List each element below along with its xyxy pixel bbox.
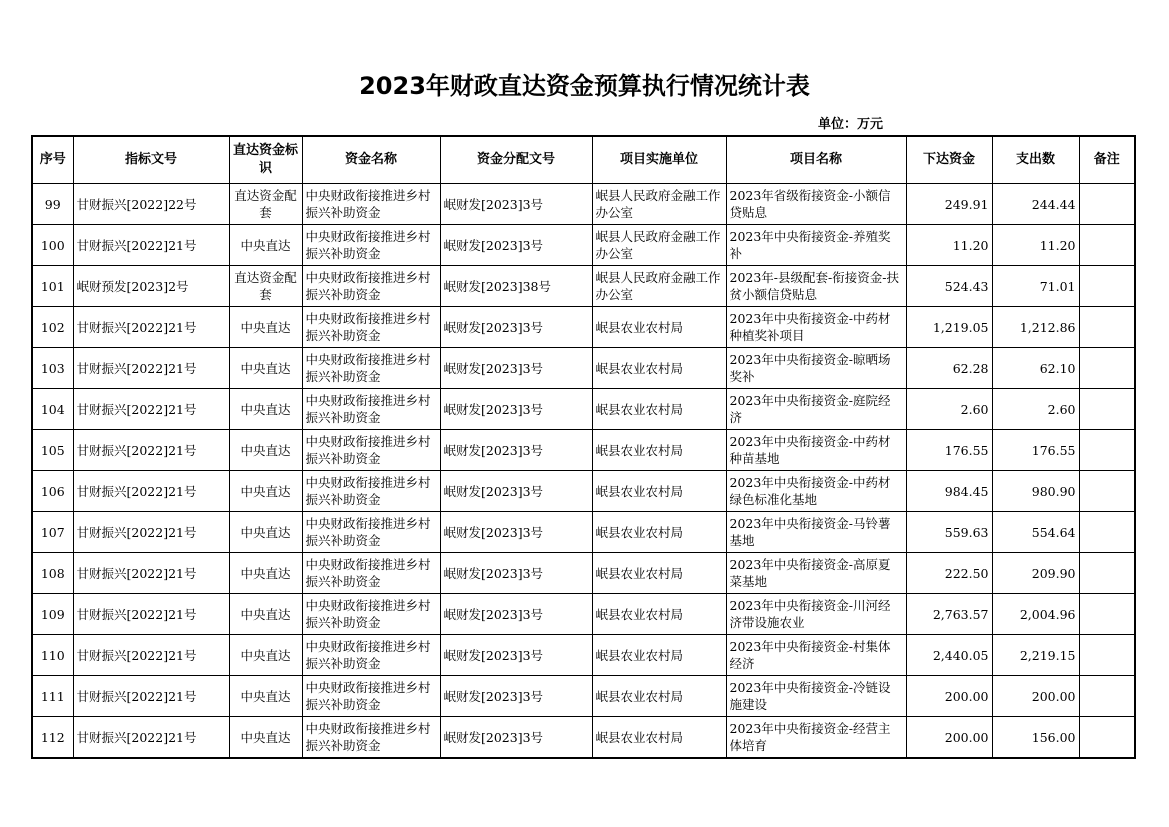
table-row <box>32 184 1135 225</box>
cell-issued: 200.00 <box>906 717 992 759</box>
cell-seq: 109 <box>32 594 73 635</box>
table-row <box>32 225 1135 266</box>
cell-project: 2023年中央衔接资金-村集体经济 <box>726 635 906 676</box>
cell-alloc: 岷财发[2023]3号 <box>440 635 592 676</box>
cell-spent: 2.60 <box>992 389 1079 430</box>
cell-note <box>1079 635 1135 676</box>
cell-tag: 中央直达 <box>229 471 302 512</box>
header-spent: 支出数 <box>992 136 1079 184</box>
header-unit: 项目实施单位 <box>592 136 726 184</box>
header-issued: 下达资金 <box>906 136 992 184</box>
cell-fund: 中央财政衔接推进乡村振兴补助资金 <box>302 389 440 430</box>
header-fund: 资金名称 <box>302 136 440 184</box>
cell-note <box>1079 184 1135 225</box>
cell-seq: 112 <box>32 717 73 759</box>
table-row <box>32 430 1135 471</box>
header-tag: 直达资金标识 <box>229 136 302 184</box>
cell-tag: 中央直达 <box>229 512 302 553</box>
cell-doc: 甘财振兴[2022]21号 <box>73 348 229 389</box>
cell-fund: 中央财政衔接推进乡村振兴补助资金 <box>302 430 440 471</box>
cell-seq: 107 <box>32 512 73 553</box>
cell-seq: 99 <box>32 184 73 225</box>
table-row <box>32 553 1135 594</box>
cell-issued: 1,219.05 <box>906 307 992 348</box>
cell-spent: 176.55 <box>992 430 1079 471</box>
cell-tag: 直达资金配套 <box>229 184 302 225</box>
cell-unit: 岷县农业农村局 <box>592 389 726 430</box>
cell-unit: 岷县农业农村局 <box>592 594 726 635</box>
table-row <box>32 389 1135 430</box>
cell-project: 2023年-县级配套-衔接资金-扶贫小额信贷贴息 <box>726 266 906 307</box>
cell-alloc: 岷财发[2023]3号 <box>440 676 592 717</box>
cell-project: 2023年中央衔接资金-中药材种苗基地 <box>726 430 906 471</box>
cell-tag: 中央直达 <box>229 348 302 389</box>
cell-doc: 甘财振兴[2022]21号 <box>73 307 229 348</box>
budget-table <box>31 135 1136 759</box>
table-row <box>32 676 1135 717</box>
cell-doc: 甘财振兴[2022]21号 <box>73 430 229 471</box>
cell-doc: 甘财振兴[2022]21号 <box>73 635 229 676</box>
cell-note <box>1079 676 1135 717</box>
cell-project: 2023年中央衔接资金-庭院经济 <box>726 389 906 430</box>
cell-issued: 524.43 <box>906 266 992 307</box>
cell-issued: 2,440.05 <box>906 635 992 676</box>
cell-issued: 984.45 <box>906 471 992 512</box>
cell-seq: 105 <box>32 430 73 471</box>
cell-project: 2023年中央衔接资金-高原夏菜基地 <box>726 553 906 594</box>
table-row <box>32 717 1135 759</box>
cell-spent: 1,212.86 <box>992 307 1079 348</box>
cell-alloc: 岷财发[2023]3号 <box>440 553 592 594</box>
cell-unit: 岷县农业农村局 <box>592 553 726 594</box>
header-alloc: 资金分配文号 <box>440 136 592 184</box>
cell-unit: 岷县农业农村局 <box>592 512 726 553</box>
cell-alloc: 岷财发[2023]3号 <box>440 512 592 553</box>
cell-alloc: 岷财发[2023]3号 <box>440 225 592 266</box>
cell-project: 2023年中央衔接资金-经营主体培育 <box>726 717 906 759</box>
cell-alloc: 岷财发[2023]3号 <box>440 430 592 471</box>
cell-note <box>1079 266 1135 307</box>
cell-project: 2023年中央衔接资金-冷链设施建设 <box>726 676 906 717</box>
header-row <box>32 136 1135 184</box>
cell-issued: 2,763.57 <box>906 594 992 635</box>
cell-spent: 11.20 <box>992 225 1079 266</box>
cell-spent: 200.00 <box>992 676 1079 717</box>
cell-doc: 甘财振兴[2022]21号 <box>73 225 229 266</box>
cell-alloc: 岷财发[2023]3号 <box>440 389 592 430</box>
cell-note <box>1079 594 1135 635</box>
cell-issued: 11.20 <box>906 225 992 266</box>
cell-issued: 200.00 <box>906 676 992 717</box>
cell-fund: 中央财政衔接推进乡村振兴补助资金 <box>302 512 440 553</box>
cell-fund: 中央财政衔接推进乡村振兴补助资金 <box>302 225 440 266</box>
cell-tag: 中央直达 <box>229 225 302 266</box>
cell-seq: 101 <box>32 266 73 307</box>
cell-alloc: 岷财发[2023]38号 <box>440 266 592 307</box>
cell-project: 2023年中央衔接资金-晾晒场奖补 <box>726 348 906 389</box>
cell-spent: 2,219.15 <box>992 635 1079 676</box>
cell-seq: 102 <box>32 307 73 348</box>
cell-alloc: 岷财发[2023]3号 <box>440 348 592 389</box>
cell-spent: 554.64 <box>992 512 1079 553</box>
cell-alloc: 岷财发[2023]3号 <box>440 471 592 512</box>
page-title: 2023年财政直达资金预算执行情况统计表 <box>359 72 810 100</box>
header-seq: 序号 <box>32 136 73 184</box>
cell-note <box>1079 553 1135 594</box>
cell-tag: 中央直达 <box>229 717 302 759</box>
cell-note <box>1079 471 1135 512</box>
cell-seq: 111 <box>32 676 73 717</box>
cell-project: 2023年中央衔接资金-马铃薯基地 <box>726 512 906 553</box>
cell-unit: 岷县人民政府金融工作办公室 <box>592 266 726 307</box>
cell-note <box>1079 430 1135 471</box>
table-row <box>32 266 1135 307</box>
cell-fund: 中央财政衔接推进乡村振兴补助资金 <box>302 553 440 594</box>
cell-unit: 岷县农业农村局 <box>592 307 726 348</box>
cell-seq: 100 <box>32 225 73 266</box>
cell-spent: 156.00 <box>992 717 1079 759</box>
cell-doc: 甘财振兴[2022]21号 <box>73 717 229 759</box>
cell-project: 2023年省级衔接资金-小额信贷贴息 <box>726 184 906 225</box>
cell-fund: 中央财政衔接推进乡村振兴补助资金 <box>302 348 440 389</box>
cell-doc: 甘财振兴[2022]21号 <box>73 553 229 594</box>
cell-project: 2023年中央衔接资金-养殖奖补 <box>726 225 906 266</box>
cell-seq: 104 <box>32 389 73 430</box>
cell-note <box>1079 717 1135 759</box>
cell-alloc: 岷财发[2023]3号 <box>440 307 592 348</box>
table-body <box>32 184 1135 759</box>
cell-unit: 岷县农业农村局 <box>592 348 726 389</box>
cell-tag: 中央直达 <box>229 307 302 348</box>
cell-fund: 中央财政衔接推进乡村振兴补助资金 <box>302 266 440 307</box>
cell-alloc: 岷财发[2023]3号 <box>440 717 592 759</box>
cell-tag: 中央直达 <box>229 594 302 635</box>
cell-fund: 中央财政衔接推进乡村振兴补助资金 <box>302 635 440 676</box>
cell-spent: 980.90 <box>992 471 1079 512</box>
cell-project: 2023年中央衔接资金-中药材种植奖补项目 <box>726 307 906 348</box>
table-row <box>32 307 1135 348</box>
table-row <box>32 348 1135 389</box>
cell-fund: 中央财政衔接推进乡村振兴补助资金 <box>302 184 440 225</box>
cell-spent: 2,004.96 <box>992 594 1079 635</box>
table-row <box>32 512 1135 553</box>
cell-unit: 岷县农业农村局 <box>592 471 726 512</box>
cell-unit: 岷县人民政府金融工作办公室 <box>592 184 726 225</box>
cell-fund: 中央财政衔接推进乡村振兴补助资金 <box>302 594 440 635</box>
cell-tag: 中央直达 <box>229 389 302 430</box>
cell-seq: 110 <box>32 635 73 676</box>
cell-note <box>1079 307 1135 348</box>
header-note: 备注 <box>1079 136 1135 184</box>
table-row <box>32 635 1135 676</box>
cell-tag: 中央直达 <box>229 553 302 594</box>
cell-seq: 108 <box>32 553 73 594</box>
cell-unit: 岷县人民政府金融工作办公室 <box>592 225 726 266</box>
cell-issued: 62.28 <box>906 348 992 389</box>
cell-fund: 中央财政衔接推进乡村振兴补助资金 <box>302 471 440 512</box>
cell-spent: 209.90 <box>992 553 1079 594</box>
cell-issued: 2.60 <box>906 389 992 430</box>
cell-fund: 中央财政衔接推进乡村振兴补助资金 <box>302 717 440 759</box>
cell-doc: 岷财预发[2023]2号 <box>73 266 229 307</box>
cell-unit: 岷县农业农村局 <box>592 676 726 717</box>
cell-tag: 中央直达 <box>229 430 302 471</box>
cell-doc: 甘财振兴[2022]21号 <box>73 594 229 635</box>
cell-unit: 岷县农业农村局 <box>592 430 726 471</box>
cell-alloc: 岷财发[2023]3号 <box>440 184 592 225</box>
cell-fund: 中央财政衔接推进乡村振兴补助资金 <box>302 676 440 717</box>
cell-doc: 甘财振兴[2022]21号 <box>73 471 229 512</box>
cell-project: 2023年中央衔接资金-川河经济带设施农业 <box>726 594 906 635</box>
header-doc: 指标文号 <box>73 136 229 184</box>
table-row <box>32 594 1135 635</box>
cell-spent: 71.01 <box>992 266 1079 307</box>
cell-spent: 244.44 <box>992 184 1079 225</box>
table-row <box>32 471 1135 512</box>
cell-alloc: 岷财发[2023]3号 <box>440 594 592 635</box>
cell-seq: 103 <box>32 348 73 389</box>
cell-doc: 甘财振兴[2022]21号 <box>73 512 229 553</box>
cell-tag: 中央直达 <box>229 676 302 717</box>
cell-seq: 106 <box>32 471 73 512</box>
cell-issued: 222.50 <box>906 553 992 594</box>
cell-doc: 甘财振兴[2022]22号 <box>73 184 229 225</box>
unit-label: 单位：万元 <box>818 117 884 132</box>
cell-issued: 559.63 <box>906 512 992 553</box>
cell-spent: 62.10 <box>992 348 1079 389</box>
cell-doc: 甘财振兴[2022]21号 <box>73 389 229 430</box>
cell-project: 2023年中央衔接资金-中药材绿色标准化基地 <box>726 471 906 512</box>
header-project: 项目名称 <box>726 136 906 184</box>
cell-note <box>1079 225 1135 266</box>
cell-issued: 176.55 <box>906 430 992 471</box>
cell-unit: 岷县农业农村局 <box>592 635 726 676</box>
cell-fund: 中央财政衔接推进乡村振兴补助资金 <box>302 307 440 348</box>
cell-tag: 直达资金配套 <box>229 266 302 307</box>
cell-issued: 249.91 <box>906 184 992 225</box>
cell-unit: 岷县农业农村局 <box>592 717 726 759</box>
cell-doc: 甘财振兴[2022]21号 <box>73 676 229 717</box>
cell-note <box>1079 512 1135 553</box>
cell-note <box>1079 389 1135 430</box>
cell-tag: 中央直达 <box>229 635 302 676</box>
cell-note <box>1079 348 1135 389</box>
